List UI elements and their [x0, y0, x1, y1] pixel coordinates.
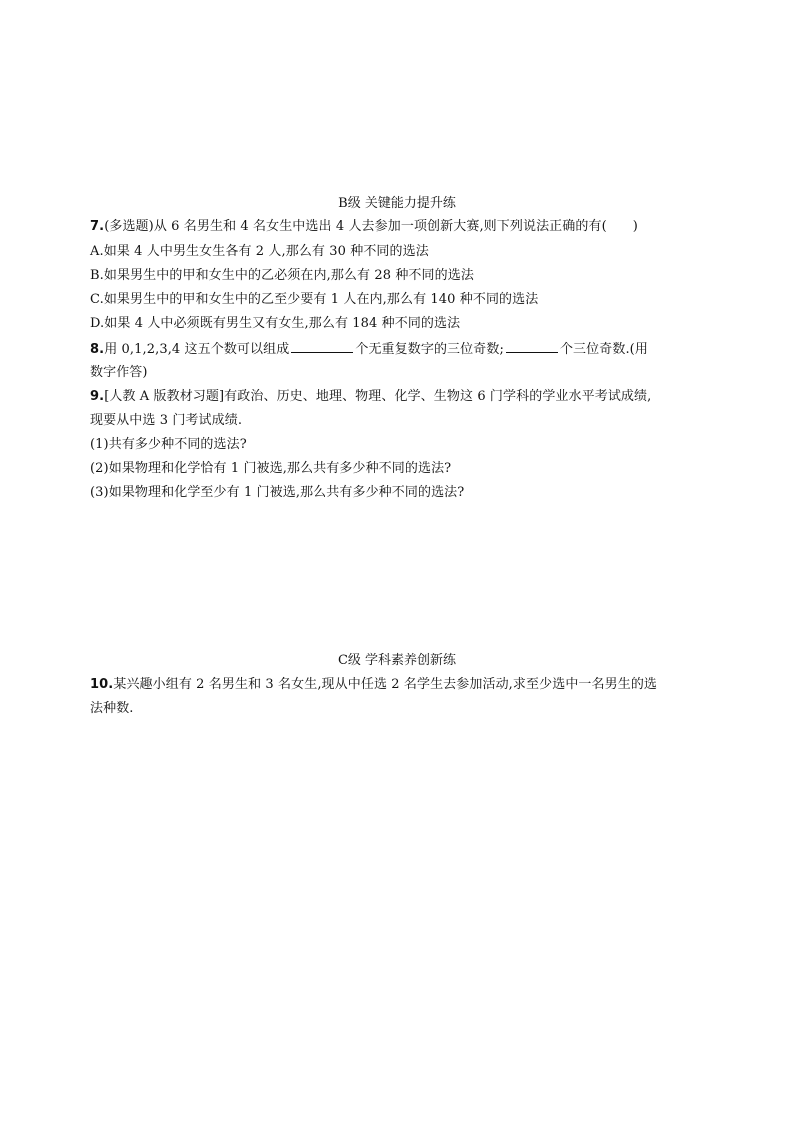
- section-b-heading: B级 关键能力提升练: [338, 196, 456, 211]
- question-8-part1: 用 0,1,2,3,4 这五个数可以组成: [104, 342, 290, 357]
- answer-blank-1[interactable]: [291, 340, 353, 353]
- question-7-option-a: A.如果 4 人中男生女生各有 2 人,那么有 30 种不同的选法: [90, 244, 429, 259]
- question-7-number: 7.: [90, 219, 105, 234]
- question-7-text: (多选题)从 6 名男生和 4 名女生中选出 4 人去参加一项创新大赛,则下列说法正确的有(: [104, 219, 607, 234]
- question-7-option-b: B.如果男生中的甲和女生中的乙必须在内,那么有 28 种不同的选法: [90, 268, 474, 283]
- question-7-stem: [90, 218, 638, 236]
- question-10-line1: [90, 676, 657, 694]
- question-9-sub-2: (2)如果物理和化学恰有 1 门被选,那么共有多少种不同的选法?: [90, 461, 452, 476]
- question-7-option-d: D.如果 4 人中必须既有男生又有女生,那么有 184 种不同的选法: [90, 316, 461, 331]
- question-8-part3: 个三位奇数.(用: [559, 342, 648, 357]
- question-10-text: 某兴趣小组有 2 名男生和 3 名女生,现从中任选 2 名学生去参加活动,求至少选中一名男生的选: [113, 677, 658, 692]
- question-7-paren-close: ): [632, 219, 638, 234]
- question-9-number: 9.: [90, 389, 105, 404]
- question-8-part2: 个无重复数字的三位奇数;: [355, 342, 504, 357]
- question-9-text: [人教 A 版教材习题]有政治、历史、地理、物理、化学、生物这 6 门学科的学业水平考试成绩,: [104, 389, 652, 404]
- question-9-line1: [90, 388, 651, 406]
- question-9-line2: 现要从中选 3 门考试成绩.: [90, 413, 243, 428]
- answer-blank-2[interactable]: [506, 340, 558, 353]
- question-9-sub-1: (1)共有多少种不同的选法?: [90, 437, 247, 452]
- section-c-heading: C级 学科素养创新练: [337, 653, 457, 668]
- question-10-line2: 法种数.: [90, 701, 134, 716]
- question-7-option-c: C.如果男生中的甲和女生中的乙至少要有 1 人在内,那么有 140 种不同的选法: [90, 292, 539, 307]
- question-8-number: 8.: [90, 342, 105, 357]
- question-10-number: 10.: [90, 677, 114, 692]
- question-8-line1: [90, 340, 648, 359]
- question-9-sub-3: (3)如果物理和化学至少有 1 门被选,那么共有多少种不同的选法?: [90, 485, 465, 500]
- question-8-line2: 数字作答): [90, 365, 148, 380]
